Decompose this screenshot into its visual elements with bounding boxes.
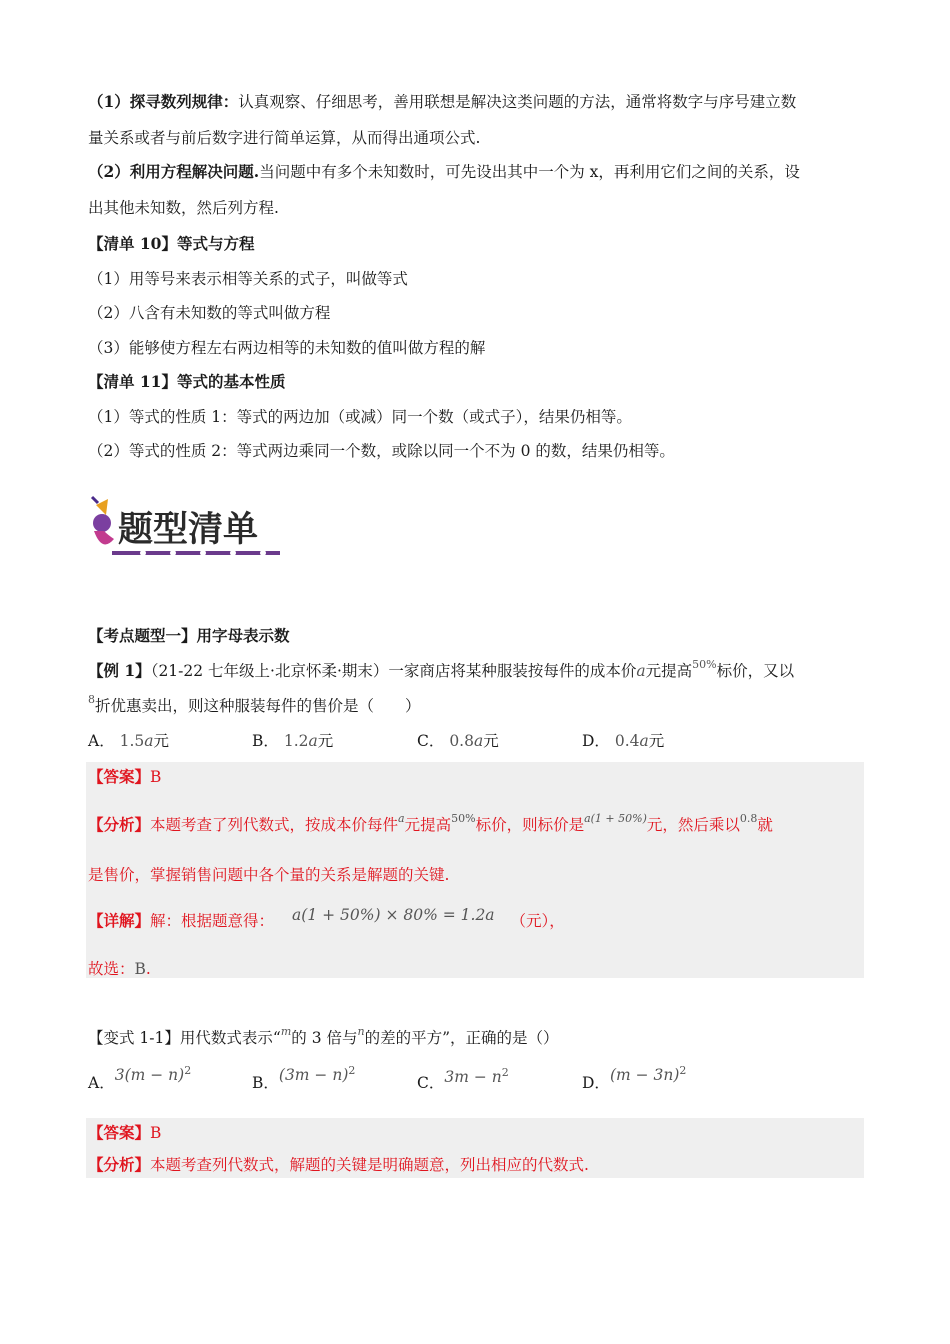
option-letter: C． — [417, 732, 445, 750]
intro-p2-line1 — [88, 161, 864, 183]
detail-expr: a(1 + 50%) × 80% = 1.2a — [292, 906, 495, 924]
wizard-icon — [88, 495, 288, 563]
option-letter: B． — [252, 1074, 279, 1092]
intro-p1-text-a: 认真观察、仔细思考，善用联想是解决这类问题的方法，通常将数字与序号建立数 — [238, 93, 797, 111]
answer-value: B — [150, 1124, 162, 1142]
intro-p2-label: （2）利用方程解决问题. — [88, 162, 260, 181]
option-letter: A． — [88, 732, 115, 750]
analysis-text: 本题考查列代数式，解题的关键是明确题意，列出相应的代数式. — [150, 1156, 589, 1174]
variant1-option-c[interactable] — [417, 1066, 509, 1096]
variant1-option-b[interactable] — [252, 1064, 356, 1096]
analysis-text-d: 元，然后乘以 — [646, 816, 740, 834]
example1-analysis-line1 — [88, 814, 864, 838]
list10-item-3: （3）能够使方程左右两边相等的未知数的值叫做方程的解 — [88, 339, 486, 357]
variant1-text-a: 用代数式表示“ — [179, 1029, 281, 1047]
intro-p1-line2: 量关系或者与前后数字进行简单运算，从而得出通项公式. — [88, 129, 481, 147]
intro-p1-label: （1）探寻数列规律： — [88, 92, 239, 111]
example1-option-a[interactable] — [88, 730, 169, 752]
option-coef: 0.4 — [614, 732, 640, 750]
option-var: a — [473, 732, 484, 750]
choose-end: . — [145, 960, 151, 978]
option-unit: 元 — [483, 732, 499, 750]
option-sup: 2 — [184, 1064, 192, 1077]
detail-text-a: 解：根据题意得： — [150, 912, 275, 930]
detail-text-b: （元）， — [510, 912, 565, 930]
section-heading: 【考点题型一】用字母表示数 — [88, 626, 290, 645]
example1-option-b[interactable] — [252, 730, 333, 752]
analysis-text-b: 元提高 — [404, 816, 452, 834]
option-unit: 元 — [648, 732, 665, 750]
example1-text-c: 标价，又以 — [716, 662, 795, 680]
logo-text: 题型清单 — [118, 509, 259, 550]
option-coef: 1.2 — [283, 732, 309, 750]
option-expr: 3(m − n) — [114, 1066, 185, 1084]
example1-text-a: （21-22 七年级上·北京怀柔·期末）一家商店将某种服装按每件的成本价 — [150, 662, 637, 680]
example1-var-a: a — [636, 662, 646, 680]
example1-text-d: 折优惠卖出，则这种服装每件的售价是（ ） — [95, 697, 421, 715]
option-coef: 1.5 — [119, 732, 145, 750]
example1-option-d[interactable] — [582, 730, 664, 752]
analysis-text-e: 就 — [757, 816, 773, 834]
example1-line1 — [88, 660, 864, 684]
variant1-answer — [88, 1122, 864, 1144]
variant1-option-d[interactable] — [582, 1064, 687, 1096]
intro-p2-text-a: 当问题中有多个未知数时，可先设出其中一个为 x，再利用它们之间的关系，设 — [259, 163, 800, 181]
variant1-label: 【变式 1-1】 — [88, 1029, 180, 1047]
option-letter: A． — [88, 1074, 115, 1092]
option-unit: 元 — [317, 732, 334, 750]
list11-heading: 【清单 11】等式的基本性质 — [88, 372, 286, 391]
answer-label: 【答案】 — [88, 1123, 151, 1142]
example1-detail — [88, 906, 864, 932]
option-expr: (m − 3n) — [609, 1066, 680, 1084]
option-sup: 2 — [501, 1066, 509, 1079]
example1-analysis-line2: 是售价，掌握销售问题中各个量的关系是解题的关键. — [88, 866, 450, 884]
analysis-label: 【分析】 — [88, 1155, 151, 1174]
variant1-text-c: 的差的平方”，正确的是（） — [364, 1029, 559, 1047]
list11-item-1: （1）等式的性质 1：等式的两边加（或减）同一个数（或式子），结果仍相等。 — [88, 408, 632, 426]
variant1-option-a[interactable] — [88, 1064, 192, 1096]
list10-heading: 【清单 10】等式与方程 — [88, 234, 255, 253]
option-unit: 元 — [153, 732, 170, 750]
detail-label: 【详解】 — [88, 911, 151, 930]
list10-item-2: （2）八含有未知数的等式叫做方程 — [88, 304, 331, 322]
option-sup: 2 — [348, 1064, 356, 1077]
variant1-text-b: 的 3 倍与 — [291, 1029, 358, 1047]
answer-label: 【答案】 — [88, 767, 151, 786]
example1-num8: 8 — [88, 693, 95, 706]
example1-option-c[interactable] — [417, 730, 499, 752]
analysis-expr: a(1 + 50%) — [584, 812, 647, 825]
variant1-question — [88, 1027, 864, 1051]
option-var: a — [639, 732, 649, 750]
option-coef: 0.8 — [449, 732, 474, 750]
option-expr: 3m − n — [444, 1068, 502, 1086]
choose-label: 故选： — [88, 960, 135, 978]
question-types-logo — [88, 495, 288, 563]
variant1-analysis — [88, 1154, 864, 1176]
list10-item-1: （1）用等号来表示相等关系的式子，叫做等式 — [88, 270, 408, 288]
example1-choose — [88, 958, 864, 980]
example1-text-b: 元提高 — [645, 662, 693, 680]
variant1-n: n — [357, 1025, 365, 1038]
variant1-m: m — [280, 1025, 292, 1038]
analysis-label: 【分析】 — [88, 815, 151, 834]
intro-p2-line2: 出其他未知数，然后列方程. — [88, 199, 279, 217]
option-sup: 2 — [679, 1064, 687, 1077]
analysis-num: 0.8 — [739, 812, 758, 825]
option-letter: D． — [582, 1074, 610, 1092]
example1-pct: 50% — [692, 658, 717, 671]
example1-line2 — [88, 695, 864, 719]
choose-value: B — [134, 960, 146, 978]
option-letter: B． — [252, 732, 279, 750]
answer-value: B — [150, 768, 162, 786]
option-var: a — [144, 732, 154, 750]
analysis-text-c: 标价，则标价是 — [475, 816, 585, 834]
example1-label: 【例 1】 — [88, 661, 151, 680]
list11-item-2: （2）等式的性质 2：等式两边乘同一个数，或除以同一个不为 0 的数，结果仍相等。 — [88, 442, 675, 460]
option-letter: C． — [417, 1074, 445, 1092]
option-expr: (3m − n) — [278, 1066, 349, 1084]
option-var: a — [308, 732, 318, 750]
analysis-text-a: 本题考查了列代数式，按成本价每件 — [150, 816, 399, 834]
option-letter: D． — [582, 732, 610, 750]
analysis-pct: 50% — [451, 812, 476, 825]
example1-answer — [88, 766, 864, 788]
intro-p1-line1 — [88, 91, 864, 113]
analysis-var: a — [398, 812, 405, 825]
